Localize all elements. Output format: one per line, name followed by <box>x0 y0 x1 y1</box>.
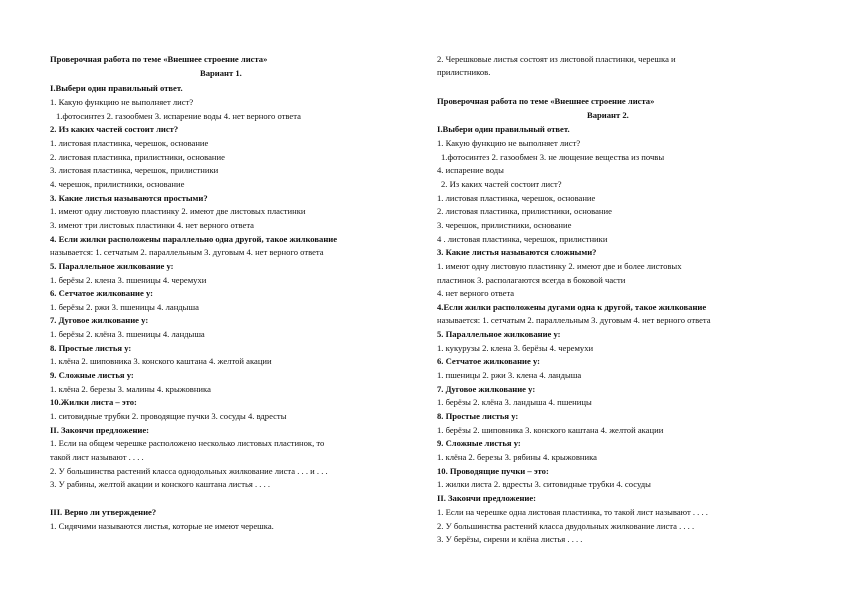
text-line: 3. У берёзы, сирени и клёна листья . . . . <box>437 534 583 544</box>
text-line: 1. Какую функцию не выполняет лист? <box>50 97 194 107</box>
text-line: 1. Какую функцию не выполняет лист? <box>437 138 581 148</box>
question-heading: 6. Сетчатое жилкование у: <box>437 356 541 366</box>
question-heading: 10. Проводящие пучки – это: <box>437 466 549 476</box>
question-heading: 9. Сложные листья у: <box>50 370 134 380</box>
question-heading: 4.Если жилки расположены дугами одна к другой, такое жилкование <box>437 302 707 312</box>
text-line: 1.фотосинтез 2. газообмен 3. испарение воды 4. нет верного ответа <box>56 111 301 121</box>
question-heading: Проверочная работа по теме «Внешнее строение листа» <box>50 54 268 64</box>
text-line: 2. Из каких частей состоит лист? <box>441 179 562 189</box>
text-line: пластинок 3. располагаются всегда в боковой части <box>437 275 626 285</box>
text-line: 2. листовая пластинка, прилистники, основание <box>437 206 612 216</box>
text-line: 1. имеют одну листовую пластинку 2. имеют две листовых пластинки <box>50 206 306 216</box>
text-line: называется: 1. сетчатым 2. параллельным 3. дуговым 4. нет верного ответа <box>50 247 324 257</box>
text-line: 3. У рабины, желтой акации и конского каштана листья . . . . <box>50 479 271 489</box>
question-heading: 5. Параллельное жилкование у: <box>50 261 174 271</box>
question-heading: III. Верно ли утверждение? <box>50 507 157 517</box>
question-heading: 3. Какие листья называются сложными? <box>437 247 597 257</box>
question-heading: II. Закончи предложение: <box>437 493 537 503</box>
question-heading: 7. Дуговое жилкование у: <box>50 315 149 325</box>
text-line: 1. клёна 2. шиповника 3. конского каштана 4. желтой акации <box>50 356 272 366</box>
text-line: 3. листовая пластинка, черешок, прилистники <box>50 165 219 175</box>
question-heading: 10.Жилки листа – это: <box>50 397 137 407</box>
question-heading: 9. Сложные листья у: <box>437 438 521 448</box>
question-heading: 7. Дуговое жилкование у: <box>437 384 536 394</box>
question-heading: Вариант 2. <box>587 110 629 120</box>
text-line: 1. Если на черешке одна листовая пластинка, то такой лист называют . . . . <box>437 507 708 517</box>
question-heading: 6. Сетчатое жилкование у: <box>50 288 154 298</box>
text-line: 1. берёзы 2. клёна 3. ландыша 4. пшеницы <box>437 397 592 407</box>
text-line: 3. имеют три листовых пластинки 4. нет верного ответа <box>50 220 254 230</box>
text-line: 1. берёзы 2. шиповника 3. конского каштана 4. желтой акации <box>437 425 664 435</box>
question-heading: Проверочная работа по теме «Внешнее строение листа» <box>437 96 655 106</box>
question-heading: Вариант 1. <box>200 68 242 78</box>
text-line: 1. листовая пластинка, черешок, основание <box>437 193 596 203</box>
question-heading: 8. Простые листья у: <box>50 343 132 353</box>
text-line: 1. жилки листа 2. вдресты 3. ситовидные трубки 4. сосуды <box>437 479 651 489</box>
text-line: 1.фотосинтез 2. газообмен 3. не лющение вещества из почвы <box>441 152 665 162</box>
question-heading: 3. Какие листья называются простыми? <box>50 193 208 203</box>
text-line: 1. берёзы 2. ржи 3. пшеницы 4. ландыша <box>50 302 199 312</box>
text-line: 1. имеют одну листовую пластинку 2. имеют две и более листовых <box>437 261 682 271</box>
text-line: 2. Черешковые листья состоят из листовой пластинки, черешка и <box>437 54 676 64</box>
text-line: 2. листовая пластинка, прилистники, основание <box>50 152 225 162</box>
text-line: 2. У большинства растений класса однодольных жилкование листа . . . и . . . <box>50 466 328 476</box>
text-line: 1. Если на общем черешке расположено несколько листовых пластинок, то <box>50 438 325 448</box>
text-line: 1. кукурузы 2. клена 3. берёзы 4. черемухи <box>437 343 594 353</box>
question-heading: 2. Из каких частей состоит лист? <box>50 124 179 134</box>
question-heading: I.Выбери один правильный ответ. <box>50 83 183 93</box>
text-line: 1. ситовидные трубки 2. проводящие пучки 3. сосуды 4. вдресты <box>50 411 287 421</box>
text-line: 4 . листовая пластинка, черешок, прилистники <box>437 234 608 244</box>
text-line: 1. берёзы 2. клена 3. пшеницы 4. черемухи <box>50 275 207 285</box>
question-heading: I.Выбери один правильный ответ. <box>437 124 570 134</box>
question-heading: 5. Параллельное жилкование у: <box>437 329 561 339</box>
text-line: 4. испарение воды <box>437 165 504 175</box>
text-line: 1. Сидячими называются листья, которые не имеют черешка. <box>50 521 274 531</box>
question-heading: 8. Простые листья у: <box>437 411 519 421</box>
text-line: 1. берёзы 2. клёна 3. пшеницы 4. ландыша <box>50 329 205 339</box>
question-heading: II. Закончи предложение: <box>50 425 150 435</box>
text-line: 1. клёна 2. березы 3. рябины 4. крыжовника <box>437 452 597 462</box>
text-line: такой лист называют . . . . <box>50 452 144 462</box>
text-line: 1. клёна 2. березы 3. малины 4. крыжовника <box>50 384 211 394</box>
text-line: 1. листовая пластинка, черешок, основание <box>50 138 209 148</box>
text-line: называется: 1. сетчатым 2. параллельным 3. дуговым 4. нет верного ответа <box>437 315 711 325</box>
text-line: 1. пшеницы 2. ржи 3. клена 4. ландыша <box>437 370 582 380</box>
text-line: 4. нет верного ответа <box>437 288 515 298</box>
question-heading: 4. Если жилки расположены параллельно одна другой, такое жилкование <box>50 234 338 244</box>
text-line: 3. черешок, прилистники, основание <box>437 220 572 230</box>
text-line: 2. У большинства растений класса двудольных жилкование листа . . . . <box>437 521 695 531</box>
text-line: 4. черешок, прилистники, основание <box>50 179 185 189</box>
text-line: прилистников. <box>437 67 491 77</box>
